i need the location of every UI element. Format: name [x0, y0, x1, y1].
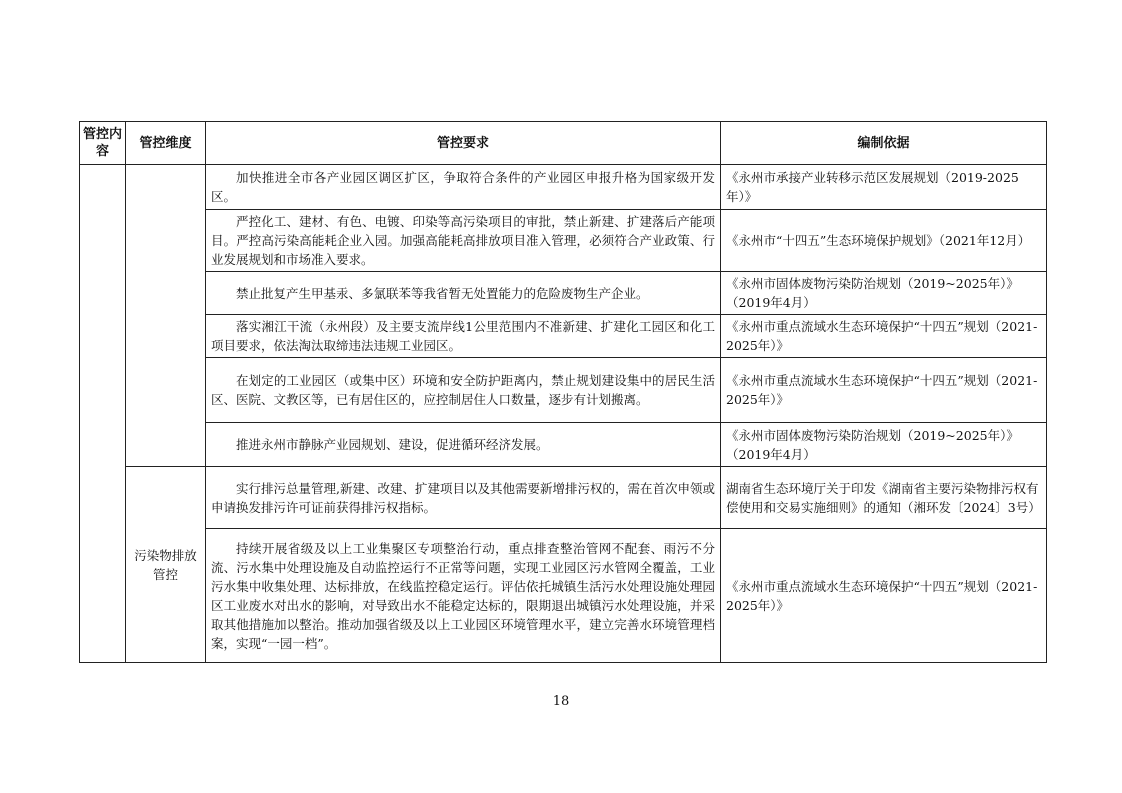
- table-row: [80, 467, 1047, 529]
- basis-cell: 《永州市承接产业转移示范区发展规划（2019-2025年）》: [721, 165, 1047, 210]
- header-control-requirement: 管控要求: [206, 122, 721, 165]
- requirement-cell: 实行排污总量管理,新建、改建、扩建项目以及其他需要新增排污权的，需在首次申领或申请换发排污许可证前获得排污权指标。: [206, 467, 721, 529]
- header-row: [80, 122, 1047, 165]
- requirement-cell: 严控化工、建材、有色、电镀、印染等高污染项目的审批，禁止新建、扩建落后产能项目。严控高污染高能耗企业入园。加强高能耗高排放项目准入管理，必须符合产业政策、行业发展规划和市场准入要求。: [206, 210, 721, 272]
- requirement-cell: 持续开展省级及以上工业集聚区专项整治行动，重点排查整治管网不配套、雨污不分流、污水集中处理设施及自动监控运行不正常等问题，实现工业园区污水管网全覆盖，工业污水集中收集处理、达标排放，在线监控稳定运行。评估依托城镇生活污水处理设施处理园区工业废水对出水的影响，对导致出水不能稳定达标的，限期退出城镇污水处理设施，并采取其他措施加以整治。推动加强省级及以上工业园区环境管理水平，建立完善水环境管理档案，实现“一园一档”。: [206, 529, 721, 663]
- control-dimension-cell: [126, 165, 206, 467]
- basis-cell: 《永州市“十四五”生态环境保护规划》（2021年12月）: [721, 210, 1047, 272]
- table-row: [80, 358, 1047, 423]
- table-row: [80, 210, 1047, 272]
- table-row: [80, 529, 1047, 663]
- table-row: [80, 272, 1047, 315]
- control-content-cell: [80, 165, 126, 663]
- control-dimension-cell: 污染物排放管控: [126, 467, 206, 663]
- requirement-cell: 禁止批复产生甲基汞、多氯联苯等我省暂无处置能力的危险废物生产企业。: [206, 272, 721, 315]
- control-requirements-table: [79, 121, 1047, 663]
- header-control-content: 管控内容: [80, 122, 126, 165]
- table-row: [80, 423, 1047, 467]
- basis-cell: 《永州市固体废物污染防治规划（2019~2025年）》（2019年4月）: [721, 423, 1047, 467]
- basis-cell: 《永州市重点流域水生态环境保护“十四五”规划（2021-2025年）》: [721, 315, 1047, 358]
- table-row: [80, 315, 1047, 358]
- table-row: [80, 165, 1047, 210]
- page-number: 18: [552, 694, 570, 709]
- basis-cell: 《永州市固体废物污染防治规划（2019~2025年）》（2019年4月）: [721, 272, 1047, 315]
- requirement-cell: 在划定的工业园区（或集中区）环境和安全防护距离内，禁止规划建设集中的居民生活区、医院、文教区等，已有居住区的，应控制居住人口数量，逐步有计划搬离。: [206, 358, 721, 423]
- header-control-dimension: 管控维度: [126, 122, 206, 165]
- basis-cell: 湖南省生态环境厅关于印发《湖南省主要污染物排污权有偿使用和交易实施细则》的通知（湘环发〔2024〕3号）: [721, 467, 1047, 529]
- header-compilation-basis: 编制依据: [721, 122, 1047, 165]
- basis-cell: 《永州市重点流域水生态环境保护“十四五”规划（2021-2025年）》: [721, 358, 1047, 423]
- basis-cell: 《永州市重点流域水生态环境保护“十四五”规划（2021-2025年）》: [721, 529, 1047, 663]
- requirement-cell: 推进永州市静脉产业园规划、建设，促进循环经济发展。: [206, 423, 721, 467]
- requirement-cell: 落实湘江干流（永州段）及主要支流岸线1公里范围内不准新建、扩建化工园区和化工项目要求，依法淘汰取缔违法违规工业园区。: [206, 315, 721, 358]
- requirement-cell: 加快推进全市各产业园区调区扩区，争取符合条件的产业园区申报升格为国家级开发区。: [206, 165, 721, 210]
